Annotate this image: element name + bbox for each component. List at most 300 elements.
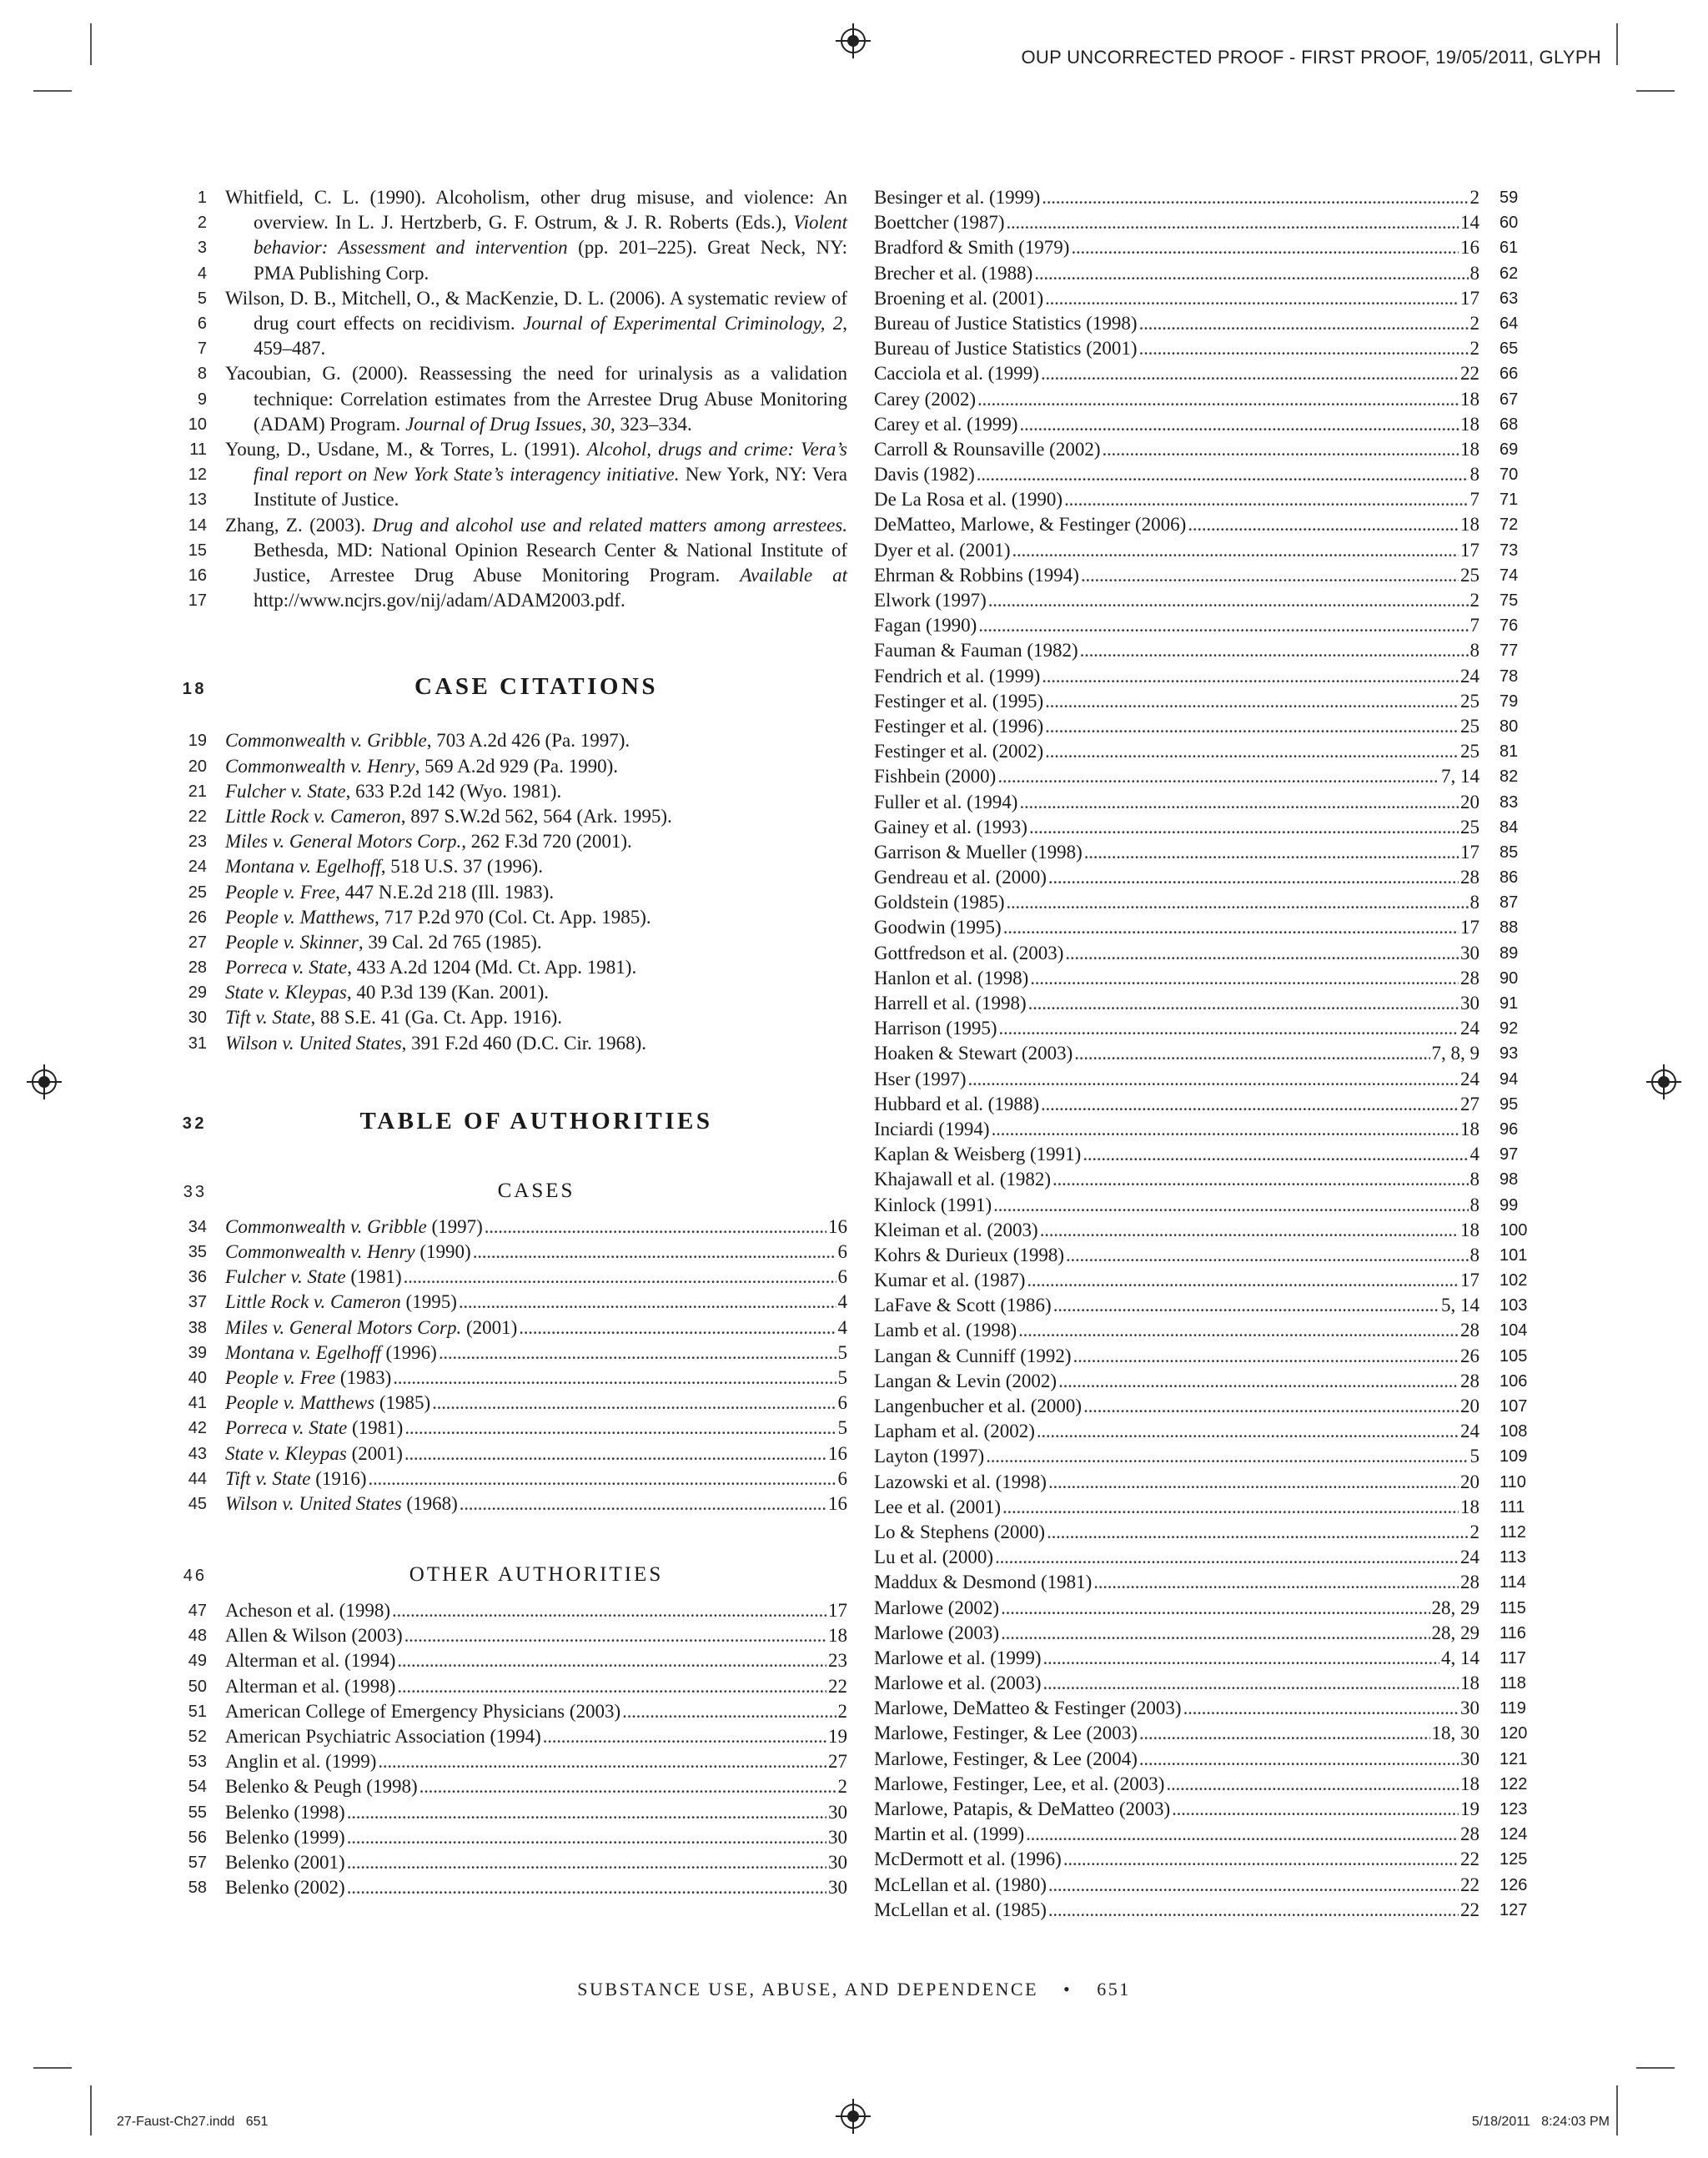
dot-leader (519, 1315, 836, 1341)
dot-leader (1040, 1218, 1459, 1243)
line-number: 99 (1500, 1195, 1519, 1215)
dot-leader (1074, 1041, 1429, 1066)
case-cite: , 569 A.2d 929 (Pa. 1990). (414, 755, 619, 777)
page-ref: 30 (1460, 1698, 1479, 1719)
authority-name: Alterman et al. (1998) (225, 1675, 396, 1697)
page-ref: 5 (837, 1366, 847, 1388)
authority-entry (874, 1772, 1479, 1797)
authority-text (874, 361, 1479, 386)
authority-name: DeMatteo, Marlowe, & Festinger (2006) (874, 514, 1187, 536)
authority-name: Harrell et al. (1998) (874, 993, 1027, 1014)
authority-entry (225, 1724, 847, 1749)
authority-entry (874, 1847, 1479, 1872)
crop-mark (1636, 90, 1675, 92)
line-number: 30 (188, 1009, 207, 1028)
line-number: 113 (1500, 1548, 1526, 1567)
case-name: Montana v. Egelhoff (225, 1341, 381, 1363)
case-year: (2001) (461, 1316, 518, 1338)
line-number: 44 (188, 1469, 207, 1488)
authority-name (225, 1391, 430, 1416)
authority-entry (874, 336, 1479, 361)
authority-text (874, 1444, 1479, 1469)
page-ref: 18 (1460, 1773, 1479, 1794)
page-ref: 2 (1469, 187, 1479, 208)
authority-name: Fauman & Fauman (1982) (874, 640, 1078, 661)
case-name: People v. Matthews (225, 906, 375, 928)
authority-entry (874, 689, 1479, 714)
case-cite: , 703 A.2d 426 (Pa. 1997). (426, 730, 630, 752)
page-ref: 18 (1460, 388, 1479, 410)
page-ref: 16 (828, 1215, 847, 1237)
registration-mark-icon (32, 1069, 57, 1094)
reference-entry (167, 361, 847, 437)
authority-text (874, 1318, 1479, 1343)
authority-text (225, 1491, 847, 1517)
authority-name: McLellan et al. (1980) (874, 1874, 1047, 1895)
authority-text (874, 1621, 1479, 1646)
line-number: 7 (197, 340, 207, 359)
line-number: 94 (1500, 1069, 1519, 1089)
dot-leader (995, 1545, 1459, 1570)
case-name: Little Rock v. Cameron (225, 805, 401, 827)
line-number: 62 (1500, 264, 1519, 283)
line-number: 33 (183, 1182, 207, 1201)
authority-text (874, 613, 1479, 638)
authority-row (874, 1092, 1541, 1117)
page-ref: 17 (1460, 539, 1479, 561)
authority-name: Fuller et al. (1994) (874, 791, 1018, 812)
authority-row (874, 1873, 1541, 1898)
citation-text (225, 779, 847, 804)
page-ref: 24 (1460, 1547, 1479, 1568)
authority-entry (874, 286, 1479, 311)
dot-leader (1037, 1419, 1459, 1444)
reference-part: Journal of Experimental Criminology, 2 (523, 313, 843, 334)
authority-row (167, 1466, 847, 1491)
authority-entry (874, 1545, 1479, 1570)
authority-name (225, 1265, 402, 1290)
line-number: 13 (188, 490, 207, 510)
authority-entry (874, 613, 1479, 638)
authority-text (225, 1875, 847, 1900)
authority-text (225, 1391, 847, 1416)
authority-entry (874, 563, 1479, 588)
authority-text (874, 664, 1479, 689)
authority-row (874, 915, 1541, 940)
authority-row (874, 336, 1541, 361)
dot-leader (485, 1215, 826, 1240)
authority-row (167, 1441, 847, 1466)
authority-entry (225, 1749, 847, 1774)
page-ref: 4 (837, 1316, 847, 1338)
case-name: State v. Kleypas (225, 1442, 347, 1464)
dot-leader (1041, 361, 1459, 386)
crop-mark (90, 23, 92, 65)
line-number: 71 (1500, 490, 1519, 510)
line-number: 1 (197, 189, 207, 207)
dot-leader (439, 1341, 836, 1366)
authority-row (874, 1570, 1541, 1595)
authority-name: Marlowe et al. (1999) (874, 1647, 1042, 1668)
line-number: 34 (188, 1217, 207, 1236)
authority-text (874, 261, 1479, 286)
dot-leader (1093, 1570, 1459, 1595)
citation-text (225, 1031, 847, 1056)
authority-text (874, 1092, 1479, 1117)
authority-entry (874, 865, 1479, 890)
case-name: Wilson v. United States (225, 1032, 402, 1054)
authority-name: Hubbard et al. (1988) (874, 1093, 1039, 1114)
page-ref: 18 (1460, 514, 1479, 536)
page-ref: 7 (1469, 489, 1479, 511)
authority-entry (874, 588, 1479, 613)
dot-leader (1065, 941, 1459, 966)
authority-entry (874, 1268, 1479, 1293)
reference-part: Young, D., Usdane, M., & Torres, L. (1991). (225, 438, 587, 460)
page-ref: 24 (1460, 1018, 1479, 1039)
authority-text (874, 1394, 1479, 1419)
authority-row (874, 1696, 1541, 1721)
authority-row (874, 1646, 1541, 1671)
dot-leader (988, 588, 1469, 613)
authority-name: Alterman et al. (1994) (225, 1650, 396, 1672)
page-ref: 17 (1460, 1270, 1479, 1291)
authority-text (874, 210, 1479, 235)
dot-leader (1048, 1470, 1459, 1495)
authority-name: Festinger et al. (1995) (874, 690, 1044, 712)
authority-row (167, 1699, 847, 1724)
line-number: 121 (1500, 1749, 1528, 1768)
crop-mark (1616, 23, 1618, 65)
authority-text (874, 185, 1479, 210)
authority-row (874, 1495, 1541, 1520)
line-number: 35 (188, 1243, 207, 1261)
authority-entry (874, 1394, 1479, 1419)
dot-leader (1045, 714, 1459, 739)
line-number: 81 (1500, 742, 1519, 762)
other-authorities-list-right (874, 185, 1541, 1923)
page-ref: 16 (828, 1492, 847, 1514)
citation-row (167, 1031, 847, 1056)
authority-name: Lee et al. (2001) (874, 1496, 1001, 1517)
authority-entry (874, 1696, 1479, 1721)
authority-entry (874, 714, 1479, 739)
dot-leader (1001, 1621, 1429, 1646)
case-name: Miles v. General Motors Corp. (225, 831, 462, 853)
case-name: People v. Free (225, 1366, 336, 1388)
authority-entry (225, 1774, 847, 1799)
citation-row (167, 880, 847, 905)
page-ref: 17 (828, 1600, 847, 1622)
line-number: 108 (1500, 1422, 1528, 1441)
line-number: 68 (1500, 415, 1519, 434)
reference-part: , 323–334. (610, 413, 692, 435)
authority-row (874, 1243, 1541, 1268)
page-ref: 24 (1460, 1068, 1479, 1089)
authority-name: Boettcher (1987) (874, 212, 1005, 234)
case-cite: , 897 S.W.2d 562, 564 (Ark. 1995). (400, 805, 672, 827)
authority-entry (874, 1293, 1479, 1318)
authority-name: Langenbucher et al. (2000) (874, 1396, 1083, 1416)
page-ref: 8 (1469, 262, 1479, 284)
authority-text (874, 286, 1479, 311)
crop-mark (33, 2067, 72, 2069)
dot-leader (1045, 286, 1459, 311)
line-number: 98 (1500, 1170, 1519, 1190)
authority-entry (874, 1470, 1479, 1495)
line-number: 72 (1500, 516, 1519, 535)
authority-row (874, 361, 1541, 386)
page-ref: 28, 29 (1431, 1597, 1479, 1618)
page-ref: 30 (828, 1851, 847, 1873)
authority-text (874, 1193, 1479, 1218)
dot-leader (369, 1466, 836, 1491)
page-number: 651 (1097, 1979, 1131, 2000)
authority-row (167, 1315, 847, 1341)
authority-entry (874, 739, 1479, 764)
authority-text (874, 235, 1479, 260)
case-name: Montana v. Egelhoff (225, 856, 381, 878)
citation-row (167, 779, 847, 804)
authority-row (167, 1341, 847, 1366)
authority-row (874, 261, 1541, 286)
references-list (167, 185, 847, 613)
authority-name: Carey (2002) (874, 388, 976, 410)
authority-entry (225, 1623, 847, 1648)
line-number: 123 (1500, 1800, 1528, 1818)
page-ref: 5, 14 (1441, 1295, 1479, 1316)
authority-text (225, 1215, 847, 1240)
authority-name: Marlowe, Patapis, & DeMatteo (2003) (874, 1798, 1171, 1819)
case-citations-list (167, 728, 847, 1055)
dot-leader (1012, 538, 1459, 563)
page-ref: 22 (1460, 363, 1479, 385)
authority-entry (225, 1699, 847, 1724)
dot-leader (1027, 1268, 1459, 1293)
dot-leader (347, 1825, 826, 1850)
authority-text (874, 336, 1479, 361)
authority-name: Goodwin (1995) (874, 917, 1002, 938)
authority-row (874, 1822, 1541, 1847)
line-number: 60 (1500, 214, 1519, 233)
authority-text (225, 1341, 847, 1366)
case-name: Tift v. State (225, 1007, 311, 1029)
dot-leader (1071, 235, 1459, 260)
page-ref: 22 (1460, 1899, 1479, 1920)
authority-name: Layton (1997) (874, 1446, 985, 1467)
authority-text (225, 1315, 847, 1341)
authority-row (874, 185, 1541, 210)
authority-row (874, 1041, 1541, 1066)
authority-row (874, 991, 1541, 1016)
line-number: 91 (1500, 994, 1519, 1013)
line-number: 29 (188, 983, 207, 1003)
line-number: 42 (188, 1419, 207, 1438)
line-number: 17 (188, 591, 207, 611)
authority-name: Carey et al. (1999) (874, 413, 1018, 435)
case-name: People v. Skinner (225, 931, 359, 953)
line-number: 67 (1500, 390, 1519, 409)
authority-row (167, 1774, 847, 1799)
authority-row (874, 210, 1541, 235)
line-number: 12 (188, 465, 207, 485)
authority-row (874, 1520, 1541, 1545)
registration-mark-icon (1651, 1069, 1676, 1094)
reference-entry (167, 185, 847, 286)
authority-row (874, 714, 1541, 739)
authority-entry (874, 1747, 1479, 1772)
authority-text (874, 437, 1479, 462)
reference-entry (167, 513, 847, 614)
authority-text (225, 1699, 847, 1724)
authority-text (874, 538, 1479, 563)
case-cite: , 518 U.S. 37 (1996). (380, 856, 543, 878)
dot-leader (1053, 1293, 1439, 1318)
page-ref: 16 (828, 1442, 847, 1464)
dot-leader (1139, 311, 1469, 336)
line-number: 8 (197, 365, 207, 384)
line-number: 86 (1500, 868, 1519, 888)
authority-entry (225, 1315, 847, 1341)
line-number: 82 (1500, 767, 1519, 787)
page-ref: 2 (1469, 338, 1479, 360)
authority-text (225, 1240, 847, 1265)
line-number: 15 (188, 541, 207, 560)
slug-file: 27-Faust-Ch27.indd 651 (117, 2115, 269, 2129)
line-number: 45 (188, 1494, 207, 1513)
authority-name: Marlowe, Festinger, & Lee (2003) (874, 1723, 1138, 1744)
authority-entry (874, 1243, 1479, 1268)
authority-entry (225, 1240, 847, 1265)
authority-text (225, 1825, 847, 1850)
dot-leader (1028, 991, 1459, 1016)
authority-entry (874, 991, 1479, 1016)
dot-leader (378, 1749, 826, 1774)
authority-entry (874, 1419, 1479, 1444)
authority-row (874, 1318, 1541, 1343)
authority-text (874, 563, 1479, 588)
authority-name: Marlowe (2002) (874, 1597, 1000, 1618)
authority-row (167, 1875, 847, 1900)
case-year: (1996) (380, 1341, 437, 1363)
authority-text (874, 739, 1479, 764)
authority-name: Goldstein (1985) (874, 892, 1005, 913)
other-authorities-list-left (167, 1598, 847, 1900)
citation-row (167, 905, 847, 930)
authority-row (167, 1366, 847, 1391)
page-ref: 5 (1469, 1446, 1479, 1467)
authority-row (874, 1394, 1541, 1419)
authority-text (874, 1822, 1479, 1847)
line-number: 50 (188, 1677, 207, 1696)
citation-row (167, 854, 847, 879)
authority-entry (874, 462, 1479, 487)
authority-name: Kinlock (1991) (874, 1194, 992, 1215)
line-number: 74 (1500, 566, 1519, 585)
authority-name: Martin et al. (1999) (874, 1823, 1025, 1845)
authority-text (874, 840, 1479, 865)
dot-leader (1139, 336, 1469, 361)
page-ref: 7, 8, 9 (1431, 1043, 1479, 1064)
page-ref: 8 (1469, 1244, 1479, 1265)
line-number: 65 (1500, 340, 1519, 359)
case-name: Commonwealth v. Henry (225, 755, 415, 777)
citation-text (225, 1005, 847, 1030)
case-year: (1981) (347, 1417, 404, 1439)
case-year: (1997) (426, 1215, 483, 1237)
authority-text (225, 1850, 847, 1875)
authority-row (874, 487, 1541, 512)
authority-text (225, 1441, 847, 1466)
authority-row (874, 1142, 1541, 1167)
dot-leader (397, 1674, 826, 1699)
authority-row (874, 1444, 1541, 1469)
authority-row (167, 1749, 847, 1774)
line-number: 40 (188, 1368, 207, 1387)
authority-entry (225, 1674, 847, 1699)
authority-name: Marlowe et al. (2003) (874, 1673, 1042, 1694)
authority-name: Marlowe, Festinger, Lee, et al. (2003) (874, 1773, 1165, 1794)
line-number: 73 (1500, 541, 1519, 560)
authority-row (874, 840, 1541, 865)
authority-name (225, 1240, 471, 1265)
line-number: 70 (1500, 465, 1519, 485)
case-cite: , 88 S.E. 41 (Ga. Ct. App. 1916). (310, 1007, 562, 1029)
authority-name (225, 1341, 437, 1366)
page-ref: 8 (1469, 1194, 1479, 1215)
authority-text (874, 412, 1479, 437)
cases-list (167, 1215, 847, 1517)
slug-datetime: 5/18/2011 8:24:03 PM (1471, 2115, 1610, 2129)
line-number: 115 (1500, 1598, 1526, 1617)
authority-row (874, 739, 1541, 764)
page-ref: 5 (837, 1341, 847, 1363)
proof-header: OUP UNCORRECTED PROOF - FIRST PROOF, 19/05/2011, GLYPH (1021, 47, 1601, 68)
authority-entry (225, 1366, 847, 1391)
crop-mark (1616, 2085, 1618, 2135)
line-number: 16 (188, 566, 207, 585)
dot-leader (622, 1699, 836, 1724)
line-number: 51 (188, 1702, 207, 1721)
authority-entry (225, 1491, 847, 1517)
dot-leader (1103, 437, 1459, 462)
authority-entry (225, 1416, 847, 1441)
line-number: 52 (188, 1728, 207, 1746)
line-number: 46 (183, 1567, 207, 1586)
authority-entry (874, 1873, 1479, 1898)
authority-entry (874, 1167, 1479, 1192)
authority-name (225, 1466, 367, 1491)
dot-leader (1034, 261, 1468, 286)
authority-name: Belenko (2001) (225, 1851, 345, 1873)
dot-leader (392, 1598, 826, 1623)
authority-text (225, 1466, 847, 1491)
case-name: Porreca v. State (225, 957, 348, 978)
authority-entry (874, 1117, 1479, 1142)
authority-name: LaFave & Scott (1986) (874, 1295, 1052, 1316)
authority-entry (874, 261, 1479, 286)
crop-mark (1636, 2067, 1675, 2069)
authority-entry (874, 1016, 1479, 1041)
dot-leader (1063, 1847, 1459, 1872)
dot-leader (1002, 1495, 1459, 1520)
page-ref: 6 (837, 1266, 847, 1288)
citation-text (225, 905, 847, 930)
case-year: (1916) (310, 1467, 367, 1489)
page-ref: 30 (828, 1801, 847, 1823)
authority-text (874, 815, 1479, 840)
authority-name: Langan & Cunniff (1992) (874, 1345, 1072, 1366)
